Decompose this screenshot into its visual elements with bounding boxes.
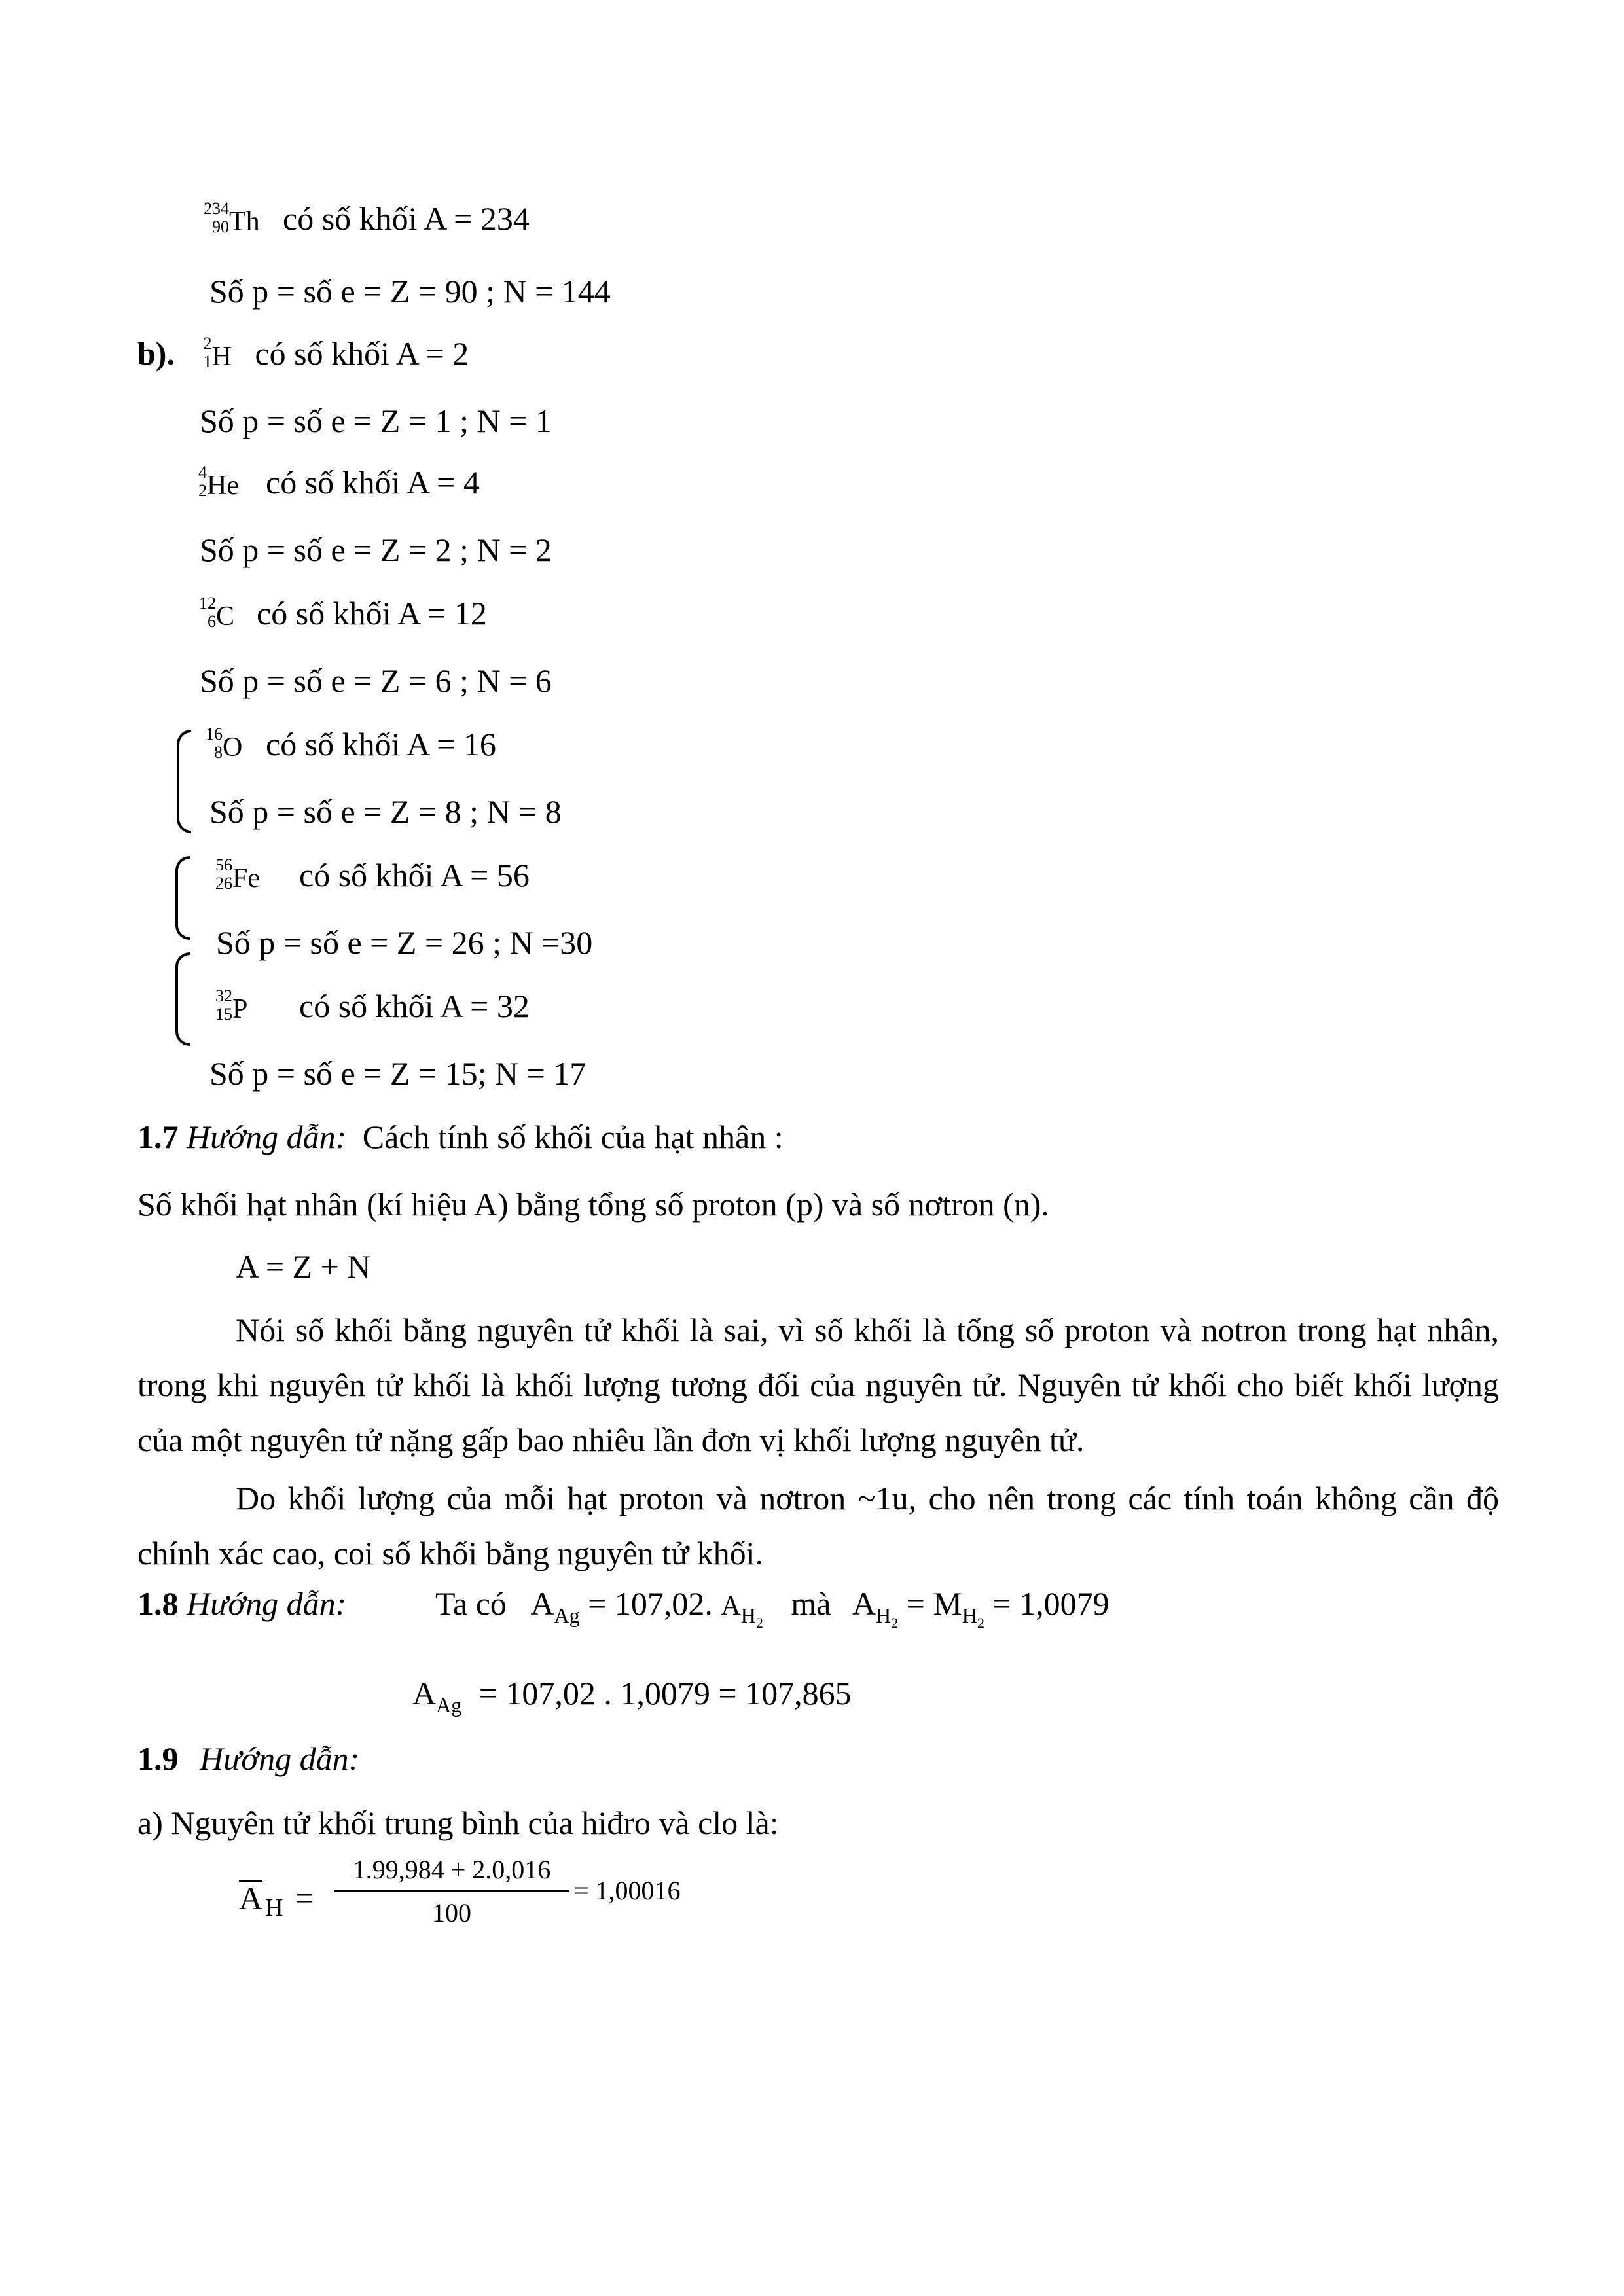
th-isotope: [204, 199, 260, 238]
s18-number: 1.8: [137, 1585, 179, 1622]
c-counts: Số p = số e = Z = 6 ; N = 6: [200, 662, 552, 699]
h-mass-number: 2: [203, 334, 212, 353]
c-mass-number: 12: [199, 594, 216, 613]
s18-equation-1: [435, 1584, 1110, 1643]
o-symbol: O: [223, 732, 243, 762]
s18-two-sub: 2: [755, 1615, 763, 1631]
s18-h-sub: H: [740, 1604, 756, 1627]
s18-m-h-sub: H: [962, 1604, 977, 1627]
part-b-label: b).: [137, 335, 175, 372]
he-symbol: He: [207, 471, 239, 501]
p-counts: Số p = số e = Z = 15; N = 17: [209, 1055, 586, 1092]
th-mass-number: 234: [204, 199, 229, 218]
s19-heading: [137, 1739, 359, 1778]
s19-overline: [239, 1880, 262, 1882]
p-mass-text: có số khối A = 32: [299, 988, 530, 1024]
s17-paragraph-1: Nói số khối bằng nguyên tử khối là sai, vì số khối là tổng số proton và notron trong hạt nhân, trong khi nguyên tử khối là khối lượng tương đối của nguyên tử. Nguyên tử khối cho biết khối lượng của một nguyên tử nặng gấp bao nhiêu lần đơn vị khối lượng nguyên tử.: [137, 1312, 1499, 1458]
p-line: [213, 986, 530, 1026]
s19-result: = 1,00016: [574, 1876, 681, 1905]
s18-ta-co: Ta có: [435, 1585, 507, 1622]
s19-fraction-bar: [334, 1890, 569, 1892]
o-line: [203, 725, 496, 764]
fe-counts: Số p = số e = Z = 26 ; N =30: [216, 924, 593, 961]
s18-m: M: [933, 1585, 962, 1622]
p-brace: [175, 952, 190, 1046]
s19-numerator: 1.99,984 + 2.0,016: [352, 1855, 551, 1884]
s19-lhs-eq: =: [295, 1880, 314, 1916]
o-brace: [177, 730, 191, 833]
fe-mass-number: 56: [215, 855, 232, 874]
c-mass-text: có số khối A = 12: [257, 595, 487, 632]
p-mass-number: 32: [215, 986, 232, 1005]
s18-a-h2: A: [721, 1591, 741, 1621]
s18-value: = 1,0079: [992, 1585, 1110, 1622]
s19-guide: Hướng dẫn:: [200, 1740, 360, 1777]
fe-isotope: [213, 855, 261, 895]
s18-ag-subscript: Ag: [554, 1604, 580, 1627]
o-mass-text: có số khối A = 16: [266, 726, 496, 762]
s19-formula: [239, 1854, 736, 1939]
o-mass-number: 16: [206, 725, 223, 744]
c-atomic-number: 6: [208, 612, 216, 631]
p-atomic-number: 15: [215, 1005, 232, 1024]
s18-h-sub-b: H: [876, 1604, 892, 1627]
s17-definition: Số khối hạt nhân (kí hiệu A) bằng tổng số proton (p) và số nơtron (n).: [137, 1186, 1049, 1223]
s19-part-a: a) Nguyên tử khối trung bình của hiđro và clo là:: [137, 1804, 779, 1841]
h-mass-text: có số khối A = 2: [255, 335, 469, 372]
h-line: [137, 334, 469, 373]
s17-heading: [137, 1117, 784, 1157]
s18-a-ag-2: A: [412, 1675, 437, 1712]
p-symbol: P: [232, 994, 248, 1024]
th-symbol: Th: [229, 207, 260, 237]
s18-ma: mà: [791, 1585, 831, 1622]
fe-brace: [175, 856, 190, 940]
s18-a-ag: A: [530, 1585, 554, 1622]
c-symbol: C: [216, 601, 235, 632]
fe-line: [213, 855, 530, 895]
h-isotope: [201, 334, 240, 373]
s17-guide: Hướng dẫn:: [187, 1119, 347, 1155]
o-atomic-number: 8: [214, 743, 223, 762]
th-mass-text: có số khối A = 234: [283, 200, 530, 237]
c-line: [196, 594, 487, 633]
h-symbol: H: [211, 342, 232, 372]
h-atomic-number: 1: [203, 352, 212, 371]
fe-symbol: Fe: [232, 863, 260, 893]
s18-two-sub-b: 2: [891, 1615, 899, 1631]
s18-eq-value: = 107,02.: [588, 1585, 713, 1622]
he-counts: Số p = số e = Z = 2 ; N = 2: [200, 531, 552, 568]
he-mass-text: có số khối A = 4: [266, 464, 480, 501]
s18-a-h2b: A: [852, 1585, 876, 1622]
s19-denominator: 100: [432, 1898, 471, 1928]
s19-lhs: [239, 1878, 314, 1928]
s19-number: 1.9: [137, 1740, 179, 1777]
s18-ag-subscript-2: Ag: [436, 1693, 462, 1717]
he-atomic-number: 2: [198, 481, 207, 500]
he-line: [196, 463, 480, 502]
th-line: [204, 199, 530, 238]
he-mass-number: 4: [198, 463, 207, 482]
he-isotope: [196, 463, 239, 502]
fe-mass-text: có số khối A = 56: [299, 857, 530, 893]
s18-m-two-sub: 2: [977, 1615, 984, 1631]
th-atomic-number: 90: [212, 217, 229, 236]
o-isotope: [203, 725, 251, 764]
s17-number: 1.7: [137, 1119, 179, 1155]
s17-formula: A = Z + N: [236, 1248, 371, 1285]
h-counts: Số p = số e = Z = 1 ; N = 1: [200, 403, 552, 439]
s18-result: = 107,02 . 1,0079 = 107,865: [478, 1675, 852, 1712]
s18-guide: Hướng dẫn:: [187, 1585, 347, 1622]
fe-atomic-number: 26: [215, 874, 232, 893]
s18-heading: [137, 1584, 346, 1623]
s18-eq-sign: =: [906, 1585, 925, 1622]
c-isotope: [196, 594, 245, 633]
th-counts: Số p = số e = Z = 90 ; N = 144: [209, 273, 611, 310]
s19-lhs-h: H: [265, 1894, 283, 1922]
p-isotope: [213, 986, 261, 1026]
o-counts: Số p = số e = Z = 8 ; N = 8: [209, 793, 562, 830]
s17-title: Cách tính số khối của hạt nhân :: [362, 1119, 784, 1155]
s19-lhs-a: A: [239, 1880, 263, 1916]
s18-equation-2: [412, 1674, 852, 1725]
s17-paragraph-2: Do khối lượng của mỗi hạt proton và nơtron ~1u, cho nên trong các tính toán không cần độ chính xác cao, coi số khối bằng nguyên tử khối.: [137, 1480, 1499, 1571]
